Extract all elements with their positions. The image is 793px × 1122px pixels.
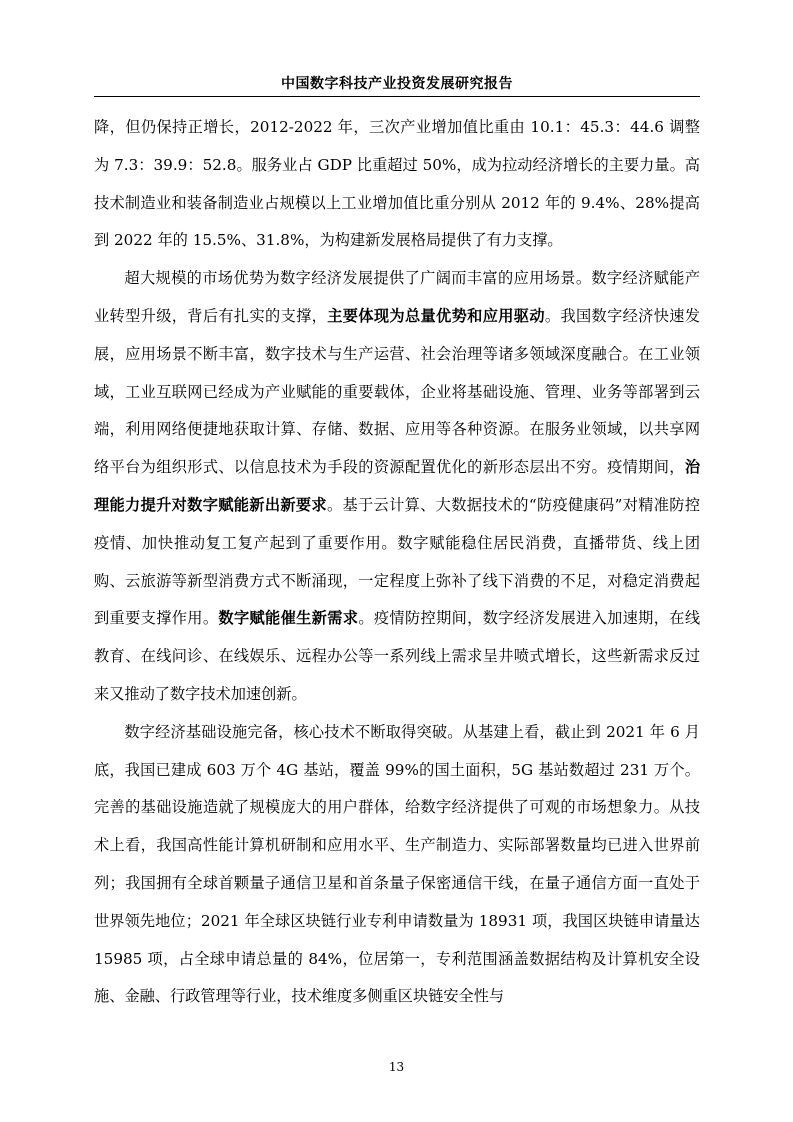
paragraph-text: 。我国数字经济快速发展，应用场景不断丰富，数字技术与生产运营、社会治理等诸多领域深度融合。在工业领域，工业互联网已经成为产业赋能的重要载体，企业将基础设施、管理、业务等部署到云端，利用网络便捷地获取计算、存储、数据、应用等各种资源。在服务业领域，以共享网络平台为组织形式、以信息技术为手段的资源配置优化的新形态层出不穷。疫情期间， (94, 306, 701, 477)
body-paragraph (94, 714, 700, 1016)
paragraph-text: 。基于云计算、大数据技术的“防疫健康码”对精准防控疫情、加快推动复工复产起到了重要作用。数字赋能稳住居民消费，直播带货、线上团购、云旅游等新型消费方式不断涌现，一定程度上弥补了线下消费的不足，对稳定消费起到重要支撑作用。 (94, 495, 701, 628)
paragraph-text: 数字经济基础设施完备，核心技术不断取得突破。从基建上看，截止到 2021 年 6 月底，我国已建成 603 万个 4G 基站，覆盖 99%的国土面积，5G 基站数超过 231 万个。完善的基础设施造就了规模庞大的用户群体，给数字经济提供了可观的市场想象力。从技术上看，我国高性能计算机研制和应用水平、生产制造力、实际部署数量均已进入世界前列；我国拥有全球首颗量子通信卫星和首条量子保密通信干线，在量子通信方面一直处于世界领先地位；2021 年全球区块链行业专利申请数量为 18931 项，我国区块链申请量达 15985 项，占全球申请总量的 84%，位居第一，专利范围涵盖数据结构及计算机安全设施、金融、行政管理等行业，技术维度多侧重区块链安全性与 (94, 722, 700, 1006)
page-header-title: 中国数字科技产业投资发展研究报告 (281, 76, 513, 92)
emphasis-text: 治理能力提升对数字赋能新出新要求 (94, 458, 700, 514)
body-paragraph (94, 109, 700, 260)
emphasis-text: 主要体现为总量优势和应用驱动 (327, 306, 545, 325)
header-divider (94, 96, 700, 97)
paragraph-text: 降，但仍保持正增长，2012-2022 年，三次产业增加值比重由 10.1：45.3：44.6 调整为 7.3：39.9：52.8。服务业占 GDP 比重超过 50%，成为拉动经济增长的主要力量。高技术制造业和装备制造业占规模以上工业增加值比重分别从 2012 年的 9.4%、28%提高到 2022 年的 15.5%、31.8%，为构建新发展格局提供了有力支撑。 (94, 118, 700, 250)
emphasis-text: 数字赋能催生新需求 (218, 609, 359, 628)
body-paragraph (94, 260, 700, 714)
paragraph-text: 。疫情防控期间，数字经济发展进入加速期，在线教育、在线问诊、在线娱乐、远程办公等一系列线上需求呈井喷式增长，这些新需求反过来又推动了数字技术加速创新。 (94, 609, 701, 703)
paragraph-text: 超大规模的市场优势为数字经济发展提供了广阔而丰富的应用场景。数字经济赋能产业转型升级，背后有扎实的支撑， (94, 269, 700, 325)
document-body (94, 109, 700, 1016)
page-number: 13 (388, 1060, 405, 1074)
